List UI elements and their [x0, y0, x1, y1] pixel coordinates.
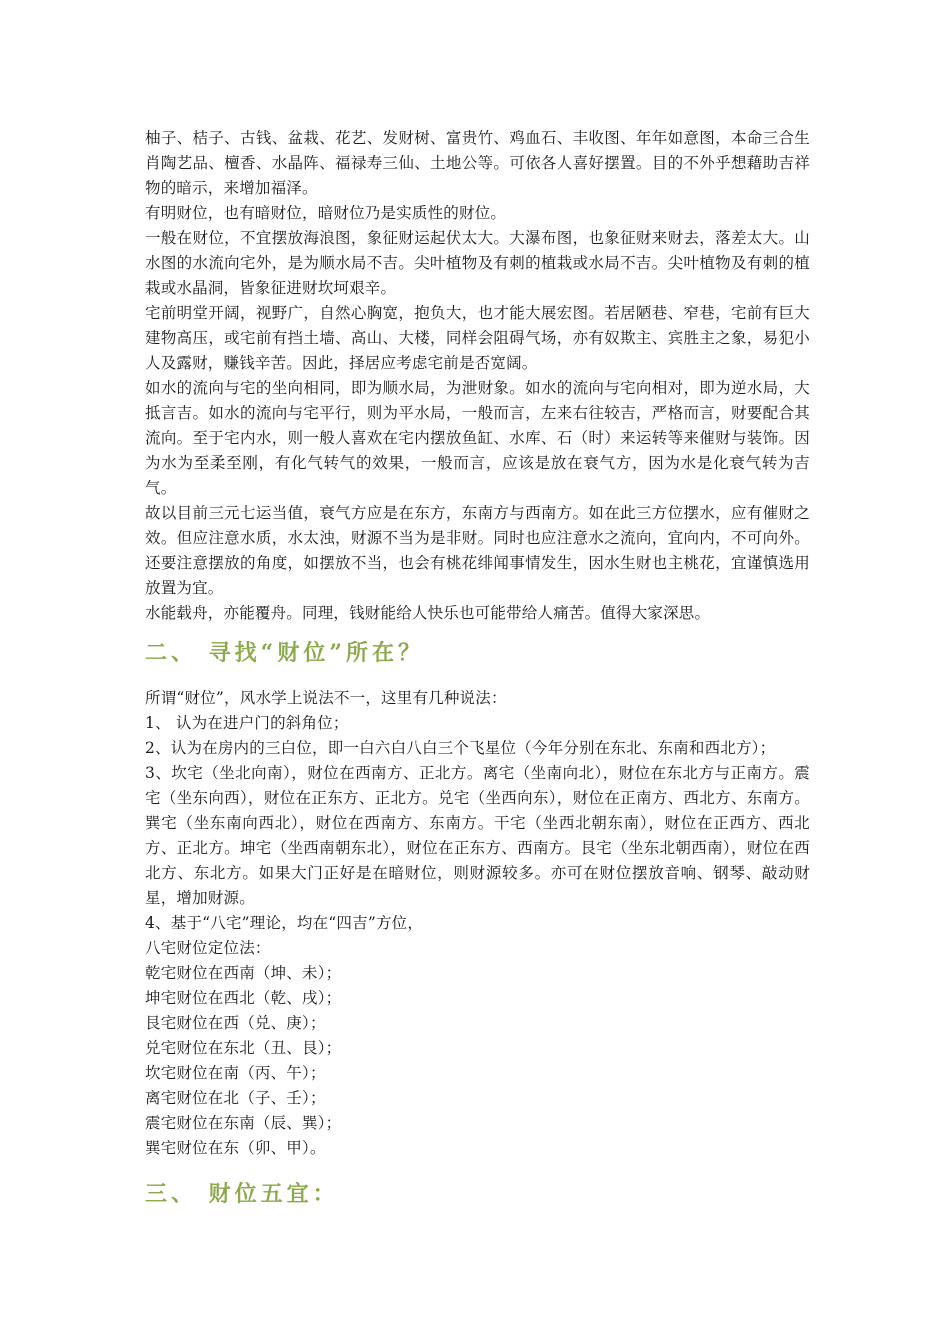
list-item: 乾宅财位在西南（坤、未）；	[145, 964, 342, 982]
section-heading-3: 三、 财位五宜：	[145, 1181, 339, 1207]
list-item: 巽宅财位在东（卯、甲）。	[145, 1139, 326, 1157]
paragraph: 柚子、桔子、古钱、盆栽、花艺、发财树、富贵竹、鸡血石、丰收图、年年如意图，本命三合生肖陶艺品、檀香、水晶阵、福禄寿三仙、土地公等。可依各人喜好摆置。目的不外乎想藉助吉祥物的暗示，来增加福泽。	[145, 129, 810, 197]
list-item: 艮宅财位在西（兑、庚）；	[145, 1014, 326, 1032]
list-item: 坎宅财位在南（丙、午）；	[145, 1064, 326, 1082]
paragraph: 故以目前三元七运当值，衰气方应是在东方，东南方与西南方。如在此三方位摆水，应有催财之效。但应注意水质，水太浊，财源不当为是非财。同时也应注意水之流向，宜向内，不可向外。还要注意摆放的角度，如摆放不当，也会有桃花绯闻事情发生，因水生财也主桃花，宜谨慎选用放置为宜。	[145, 504, 810, 597]
paragraph: 如水的流向与宅的坐向相同，即为顺水局，为泄财象。如水的流向与宅向相对，即为逆水局，大抵言吉。如水的流向与宅平行，则为平水局，一般而言，左来右往较吉，严格而言，财要配合其流向。至于宅内水，则一般人喜欢在宅内摆放鱼缸、水库、石（时）来运转等来催财与装饰。因为水为至柔至刚，有化气转气的效果，一般而言，应该是放在衰气方，因为水是化衰气转为吉气。	[145, 379, 810, 497]
document-page	[145, 126, 810, 1209]
list-item: 离宅财位在北（子、壬）；	[145, 1089, 326, 1107]
paragraph: 有明财位，也有暗财位，暗财位乃是实质性的财位。	[145, 204, 507, 222]
list-item: 1、 认为在进户门的斜角位；	[145, 714, 349, 732]
paragraph: 宅前明堂开阔，视野广，自然心胸宽，抱负大，也才能大展宏图。若居陋巷、窄巷，宅前有巨大建物高压，或宅前有挡土墙、高山、大楼，同样会阻碍气场，亦有奴欺主、宾胜主之象，易犯小人及露财，赚钱辛苦。因此，择居应考虑宅前是否宽阔。	[145, 304, 810, 372]
list-item: 兑宅财位在东北（丑、艮）；	[145, 1039, 342, 1057]
paragraph: 一般在财位，不宜摆放海浪图，象征财运起伏太大。大瀑布图，也象征财来财去，落差太大。山水图的水流向宅外，是为顺水局不吉。尖叶植物及有刺的植栽或水局不吉。尖叶植物及有刺的植栽或水晶洞，皆象征进财坎坷艰辛。	[145, 229, 810, 297]
list-item: 所谓“财位”，风水学上说法不一，这里有几种说法：	[145, 689, 507, 707]
list-item: 八宅财位定位法：	[145, 939, 271, 957]
paragraph: 水能载舟，亦能覆舟。同理，钱财能给人快乐也可能带给人痛苦。值得大家深思。	[145, 604, 711, 622]
list-item: 2、认为在房内的三白位，即一白六白八白三个飞星位（今年分别在东北、东南和西北方）；	[145, 739, 776, 757]
list-item: 坤宅财位在西北（乾、戌）；	[145, 989, 342, 1007]
intro-section	[145, 126, 810, 626]
list-item: 3、坎宅（坐北向南），财位在西南方、正北方。离宅（坐南向北），财位在东北方与正南方。震宅（坐东向西），财位在正东方、正北方。兑宅（坐西向东），财位在正南方、西北方、东南方。巽宅（坐东南向西北），财位在西南方、东南方。干宅（坐西北朝东南），财位在正西方、西北方、正北方。坤宅（坐西南朝东北），财位在正东方、西南方。艮宅（坐东北朝西南），财位在西北方、东北方。如果大门正好是在暗财位，则财源较多。亦可在财位摆放音响、钢琴、敲动财星，增加财源。	[145, 764, 810, 907]
list-item: 震宅财位在东南（辰、巽）；	[145, 1114, 342, 1132]
list-item: 4、基于“八宅”理论，均在“四吉”方位，	[145, 914, 424, 932]
section-2-body	[145, 686, 810, 1161]
section-heading-2: 二、 寻找“财位”所在？	[145, 640, 424, 666]
